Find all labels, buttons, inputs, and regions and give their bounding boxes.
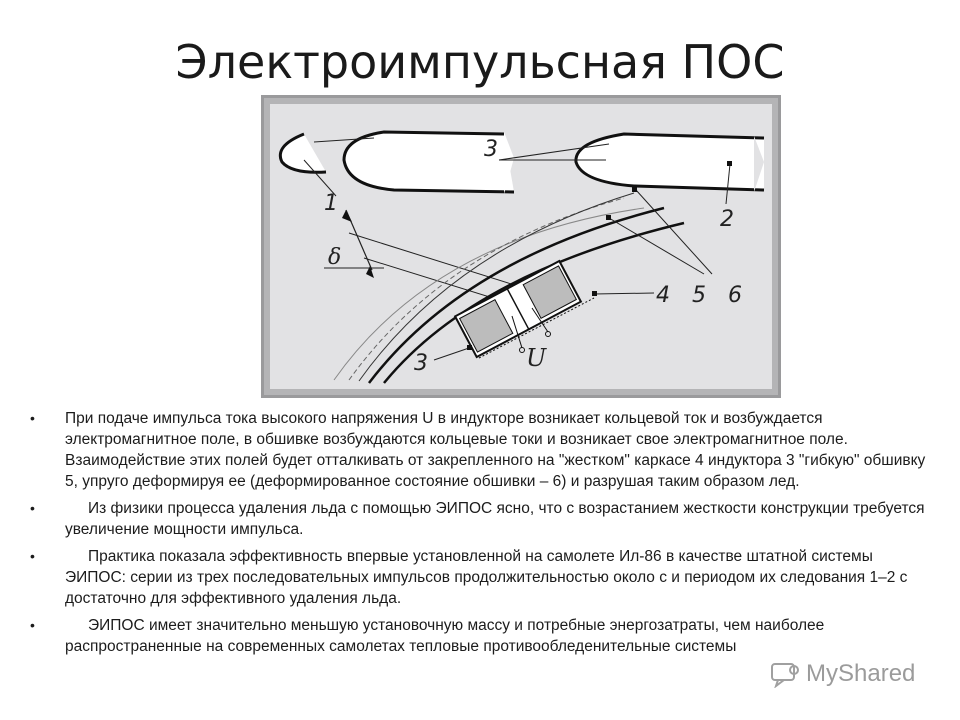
- label-U: U: [526, 344, 547, 372]
- eipos-diagram: [264, 98, 778, 395]
- bullet-text: Из физики процесса удаления льда с помощью ЭИПОС ясно, что с возрастанием жесткости конструкции требуется увеличение мощности импульса.: [65, 500, 925, 538]
- bullet-text: ЭИПОС имеет значительно меньшую установочную массу и потребные энергозатраты, чем наиболее распространенные на современных самолетах тепловые противообледенительные системы: [65, 617, 825, 655]
- label-4: 4: [656, 283, 670, 308]
- diagram-figure: [261, 95, 781, 398]
- bullet-marker: •: [30, 500, 35, 516]
- bullet-item: [30, 615, 930, 657]
- label-5: 5: [692, 283, 706, 308]
- watermark: [770, 658, 930, 690]
- bullet-list: [30, 408, 930, 663]
- label-3-top: 3: [484, 137, 498, 162]
- bullet-item: [30, 408, 930, 492]
- bullet-text: Практика показала эффективность впервые установленной на самолете Ил-86 в качестве штатной системы ЭИПОС: серии из трех последовательных импульсов продолжительностью около с и периодом их следования 1–2 с достаточно для эффективного удаления льда.: [65, 548, 908, 607]
- label-2: 2: [720, 207, 734, 232]
- label-6: 6: [728, 283, 742, 308]
- label-1: 1: [324, 191, 338, 216]
- bullet-item: [30, 498, 930, 540]
- bullet-marker: •: [30, 548, 35, 564]
- bullet-marker: •: [30, 617, 35, 633]
- bullet-text: При подаче импульса тока высокого напряжения U в индукторе возникает кольцевой ток и возбуждается электромагнитное поле, в обшивке возбуждаются кольцевые токи и возникает свое электромагнитное поле. Взаимодействие этих полей будет отталкивать от закрепленного на "жестком" каркасе 4 индуктора 3 "гибкую" обшивку 5, упруго деформируя ее (деформированное состояние обшивки – 6) и разрушая таким образом лед.: [65, 410, 926, 490]
- airfoil-right: [576, 134, 764, 190]
- bullet-marker: •: [30, 410, 35, 426]
- myshared-logo-icon: [770, 660, 802, 688]
- bullet-item: [30, 546, 930, 609]
- label-delta: δ: [328, 245, 342, 270]
- watermark-text: MyShared: [806, 660, 916, 687]
- slide-title: Электроимпульсная ПОС: [175, 35, 785, 89]
- label-3-bottom: 3: [414, 351, 428, 376]
